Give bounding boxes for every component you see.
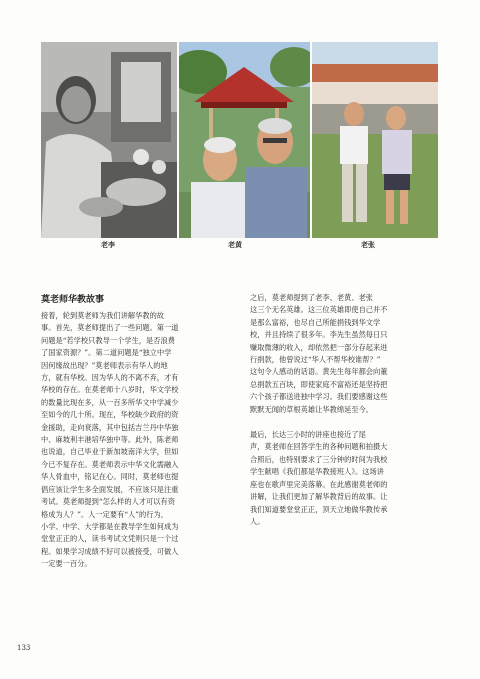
photo-lao-li [41, 42, 177, 238]
text-line: 座也在歌声里完美落幕。在此感谢莫老师的 [250, 479, 388, 489]
text-line: 我们知道要堂堂正正，顶天立地做华教传承 [250, 504, 388, 514]
text-line: 程。如果学习成绩不好可以被接受，可做人 [41, 546, 179, 556]
text-line: 金援助，走向衰落，其中包括吉兰丹中华独 [41, 422, 179, 432]
text-line: 小学、中学、大学都是在教导学生如何成为 [41, 521, 179, 531]
text-line: 人。 [250, 516, 265, 526]
caption-lao-huang: 老黄 [228, 241, 242, 249]
text-line: 声，莫老师在回答学生的各种问题和拍摄大 [250, 442, 388, 452]
text-line: 赚取微薄的收入，却依然把一部分存起来进 [250, 342, 388, 352]
text-line: 总捐款五百块，即使家庭不富裕还是坚持把 [250, 379, 388, 389]
text-line: 学生献唱《我们都是华教接班人》。这场讲 [250, 467, 384, 477]
text-line: 行捐款，他曾说过“华人不帮华校谁帮？” [250, 355, 381, 365]
text-line: 方，就有华校。因为华人的不离不弃，才有 [41, 373, 179, 383]
right-paragraph-2 [250, 429, 437, 528]
text-line: 今已不复存在。莫老师表示中华文化需融入 [41, 459, 179, 469]
text-line: 考试。莫老师提到“怎么样的人才可以有资 [41, 497, 176, 507]
text-line: 这三个无名英雄。这三位英雄即使自己并不 [250, 305, 388, 315]
text-line: 至如今的几十所。现在，华校缺少政府的资 [41, 410, 179, 420]
text-line: 默默无闻的草根英雄让华教绵延至今。 [250, 404, 374, 414]
text-line: 华人骨血中，铭记在心。同时，莫老师也提 [41, 472, 179, 482]
text-line: 的数量比现在多，从一百多所华文中学减少 [41, 397, 179, 407]
page-number: 133 [17, 644, 31, 652]
photo-lao-huang [179, 42, 310, 238]
text-line: 了国家资源？”。第二道问题是“独立中学 [41, 348, 172, 358]
text-line: 堂堂正正的人，读书考试文凭则只是一个过 [41, 534, 179, 544]
article-title: 莫老师华教故事 [41, 295, 105, 305]
right-paragraph-1 [250, 292, 437, 416]
text-line: 这句令人感动的话语。黄先生每年都会向董 [250, 367, 388, 377]
text-line: 是那么富裕，也尽自己所能捐钱到华文学 [250, 317, 381, 327]
text-line: 讲解，让我们更加了解华教背后的故事。让 [250, 492, 388, 502]
caption-lao-li: 老李 [101, 241, 115, 249]
text-line: 格成为人？”。人一定要有“人”的行为， [41, 509, 168, 519]
text-line: 因何缘故出现？”莫老师表示有华人的地 [41, 360, 168, 370]
text-line: 六个孩子都送进独中学习。我们要感谢这些 [250, 392, 388, 402]
photo-lao-zhang [312, 42, 438, 238]
caption-lao-zhang: 老张 [361, 241, 375, 249]
text-line: 接着，轮到莫老师为我们讲解华教的故 [41, 311, 165, 320]
left-column [41, 310, 228, 571]
text-line: 校，并且持续了很多年。李先生虽然每日只 [250, 330, 388, 340]
text-line: 合照后，也特别要求了三分钟的时间为我校 [250, 454, 388, 464]
text-line: 也说道，自己毕业于新加坡南洋大学，但如 [41, 447, 179, 457]
text-line: 一定要一百分。 [41, 559, 92, 569]
text-line: 事。首先，莫老师提出了一些问题。第一道 [41, 323, 179, 333]
right-column [250, 292, 437, 528]
text-line: 华校的存在。在莫老师十八岁时，华文学校 [41, 385, 179, 395]
text-line: 倡应该让学生多全面发展，不应该只是注重 [41, 484, 179, 494]
text-line: 问题是“若学校只教导一个学生，是否浪费 [41, 335, 176, 345]
text-line: 中、麻坡利丰港培华独中等。此外，陈老师 [41, 435, 179, 445]
text-line: 最后，长达三小时的讲座也接近了尾 [250, 430, 366, 440]
text-line: 之后，莫老师提到了老李、老黄、老张 [250, 293, 374, 302]
